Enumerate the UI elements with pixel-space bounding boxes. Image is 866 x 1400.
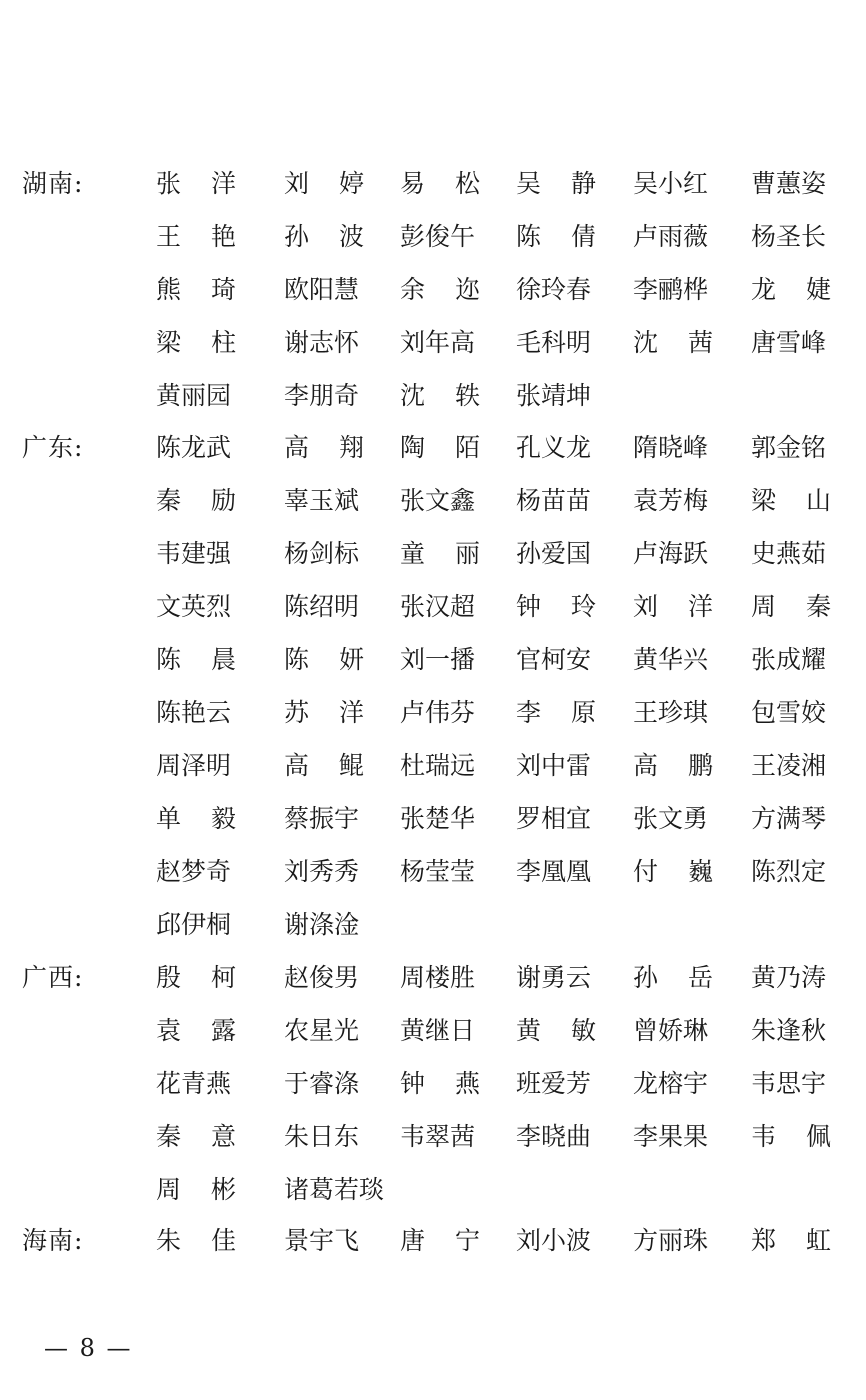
name-row xyxy=(0,751,866,781)
person-name: 赵俊男 xyxy=(284,963,360,992)
person-name: 史燕茹 xyxy=(751,539,827,568)
person-name: 余 迩 xyxy=(400,275,480,304)
person-name: 王珍琪 xyxy=(633,698,709,727)
person-name: 童 丽 xyxy=(400,539,480,568)
person-name: 徐玲春 xyxy=(516,275,592,304)
person-name: 朱日东 xyxy=(284,1122,360,1151)
person-name: 诸葛若琰 xyxy=(284,1175,385,1204)
person-name: 唐雪峰 xyxy=(751,328,827,357)
name-row xyxy=(0,539,866,569)
person-name: 周泽明 xyxy=(156,751,232,780)
person-name: 彭俊午 xyxy=(400,222,476,251)
person-name: 秦 意 xyxy=(156,1122,236,1151)
person-name: 张文勇 xyxy=(633,804,709,833)
person-name: 方满琴 xyxy=(751,804,827,833)
name-row xyxy=(0,1122,866,1152)
person-name: 孔义龙 xyxy=(516,433,592,462)
person-name: 吴小红 xyxy=(633,169,709,198)
person-name: 刘中雷 xyxy=(516,751,592,780)
person-name: 卢海跃 xyxy=(633,539,709,568)
name-row xyxy=(0,222,866,252)
person-name: 李朋奇 xyxy=(284,381,360,410)
person-name: 付 巍 xyxy=(633,857,713,886)
region-label: 广西: xyxy=(22,963,84,992)
person-name: 苏 洋 xyxy=(284,698,364,727)
person-name: 龙 婕 xyxy=(751,275,831,304)
person-name: 张楚华 xyxy=(400,804,476,833)
person-name: 沈 茜 xyxy=(633,328,713,357)
region-label: 海南: xyxy=(22,1226,84,1255)
person-name: 吴 静 xyxy=(516,169,596,198)
person-name: 陈 倩 xyxy=(516,222,596,251)
person-name: 孙 岳 xyxy=(633,963,713,992)
region-section xyxy=(0,963,866,1228)
person-name: 李晓曲 xyxy=(516,1122,592,1151)
person-name: 刘年高 xyxy=(400,328,476,357)
person-name: 黄 敏 xyxy=(516,1016,596,1045)
person-name: 袁芳梅 xyxy=(633,486,709,515)
region-label: 湖南: xyxy=(22,169,84,198)
page-number: — 8 — xyxy=(44,1334,133,1362)
person-name: 沈 轶 xyxy=(400,381,480,410)
person-name: 刘一播 xyxy=(400,645,476,674)
person-name: 包雪姣 xyxy=(751,698,827,727)
person-name: 杨剑标 xyxy=(284,539,360,568)
person-name: 陈烈定 xyxy=(751,857,827,886)
person-name: 高 鹏 xyxy=(633,751,713,780)
name-row xyxy=(0,910,866,940)
name-row xyxy=(0,433,866,463)
person-name: 韦思宇 xyxy=(751,1069,827,1098)
person-name: 张靖坤 xyxy=(516,381,592,410)
person-name: 周楼胜 xyxy=(400,963,476,992)
name-row xyxy=(0,1175,866,1205)
person-name: 周 彬 xyxy=(156,1175,236,1204)
person-name: 刘 婷 xyxy=(284,169,364,198)
person-name: 刘小波 xyxy=(516,1226,592,1255)
person-name: 杨莹莹 xyxy=(400,857,476,886)
name-row xyxy=(0,698,866,728)
person-name: 李果果 xyxy=(633,1122,709,1151)
person-name: 卢雨薇 xyxy=(633,222,709,251)
person-name: 黄乃涛 xyxy=(751,963,827,992)
person-name: 班爱芳 xyxy=(516,1069,592,1098)
person-name: 谢勇云 xyxy=(516,963,592,992)
person-name: 赵梦奇 xyxy=(156,857,232,886)
person-name: 陈艳云 xyxy=(156,698,232,727)
person-name: 周 秦 xyxy=(751,592,831,621)
person-name: 单 毅 xyxy=(156,804,236,833)
name-row xyxy=(0,804,866,834)
person-name: 孙爱国 xyxy=(516,539,592,568)
person-name: 黄华兴 xyxy=(633,645,709,674)
person-name: 熊 琦 xyxy=(156,275,236,304)
region-section xyxy=(0,1226,866,1279)
person-name: 韦建强 xyxy=(156,539,232,568)
person-name: 景宇飞 xyxy=(284,1226,360,1255)
person-name: 张文鑫 xyxy=(400,486,476,515)
person-name: 杨苗苗 xyxy=(516,486,592,515)
name-row xyxy=(0,857,866,887)
person-name: 朱逢秋 xyxy=(751,1016,827,1045)
person-name: 高 鲲 xyxy=(284,751,364,780)
person-name: 朱 佳 xyxy=(156,1226,236,1255)
person-name: 卢伟芬 xyxy=(400,698,476,727)
person-name: 韦 佩 xyxy=(751,1122,831,1151)
person-name: 曾娇琳 xyxy=(633,1016,709,1045)
person-name: 张 洋 xyxy=(156,169,236,198)
name-row xyxy=(0,169,866,199)
person-name: 李鹂桦 xyxy=(633,275,709,304)
person-name: 郑 虹 xyxy=(751,1226,831,1255)
person-name: 王凌湘 xyxy=(751,751,827,780)
person-name: 刘 洋 xyxy=(633,592,713,621)
person-name: 陈绍明 xyxy=(284,592,360,621)
person-name: 钟 玲 xyxy=(516,592,596,621)
person-name: 花青燕 xyxy=(156,1069,232,1098)
person-name: 殷 柯 xyxy=(156,963,236,992)
person-name: 袁 露 xyxy=(156,1016,236,1045)
person-name: 文英烈 xyxy=(156,592,232,621)
person-name: 张汉超 xyxy=(400,592,476,621)
person-name: 杨圣长 xyxy=(751,222,827,251)
name-row xyxy=(0,592,866,622)
region-label: 广东: xyxy=(22,433,84,462)
name-row xyxy=(0,645,866,675)
person-name: 陶 陌 xyxy=(400,433,480,462)
person-name: 曹蕙姿 xyxy=(751,169,827,198)
name-row xyxy=(0,275,866,305)
person-name: 杜瑞远 xyxy=(400,751,476,780)
person-name: 龙榕宇 xyxy=(633,1069,709,1098)
person-name: 陈 妍 xyxy=(284,645,364,674)
name-row xyxy=(0,486,866,516)
person-name: 邱伊桐 xyxy=(156,910,232,939)
person-name: 陈龙武 xyxy=(156,433,232,462)
person-name: 张成耀 xyxy=(751,645,827,674)
person-name: 李凰凰 xyxy=(516,857,592,886)
person-name: 黄继日 xyxy=(400,1016,476,1045)
person-name: 隋晓峰 xyxy=(633,433,709,462)
person-name: 陈 晨 xyxy=(156,645,236,674)
person-name: 秦 励 xyxy=(156,486,236,515)
name-row xyxy=(0,963,866,993)
person-name: 毛科明 xyxy=(516,328,592,357)
name-row xyxy=(0,1016,866,1046)
person-name: 罗相宜 xyxy=(516,804,592,833)
name-row xyxy=(0,328,866,358)
person-name: 欧阳慧 xyxy=(284,275,360,304)
person-name: 梁 山 xyxy=(751,486,831,515)
person-name: 郭金铭 xyxy=(751,433,827,462)
region-section xyxy=(0,169,866,434)
name-row xyxy=(0,1069,866,1099)
person-name: 高 翔 xyxy=(284,433,364,462)
person-name: 王 艳 xyxy=(156,222,236,251)
name-row xyxy=(0,381,866,411)
person-name: 李 原 xyxy=(516,698,596,727)
person-name: 钟 燕 xyxy=(400,1069,480,1098)
name-row xyxy=(0,1226,866,1256)
person-name: 易 松 xyxy=(400,169,480,198)
region-section xyxy=(0,433,866,963)
person-name: 谢志怀 xyxy=(284,328,360,357)
person-name: 方丽珠 xyxy=(633,1226,709,1255)
person-name: 于睿涤 xyxy=(284,1069,360,1098)
person-name: 梁 柱 xyxy=(156,328,236,357)
person-name: 辜玉斌 xyxy=(284,486,360,515)
person-name: 韦翠茜 xyxy=(400,1122,476,1151)
person-name: 黄丽园 xyxy=(156,381,232,410)
person-name: 官柯安 xyxy=(516,645,592,674)
person-name: 孙 波 xyxy=(284,222,364,251)
person-name: 唐 宁 xyxy=(400,1226,480,1255)
person-name: 谢涤淦 xyxy=(284,910,360,939)
person-name: 刘秀秀 xyxy=(284,857,360,886)
person-name: 农星光 xyxy=(284,1016,360,1045)
person-name: 蔡振宇 xyxy=(284,804,360,833)
